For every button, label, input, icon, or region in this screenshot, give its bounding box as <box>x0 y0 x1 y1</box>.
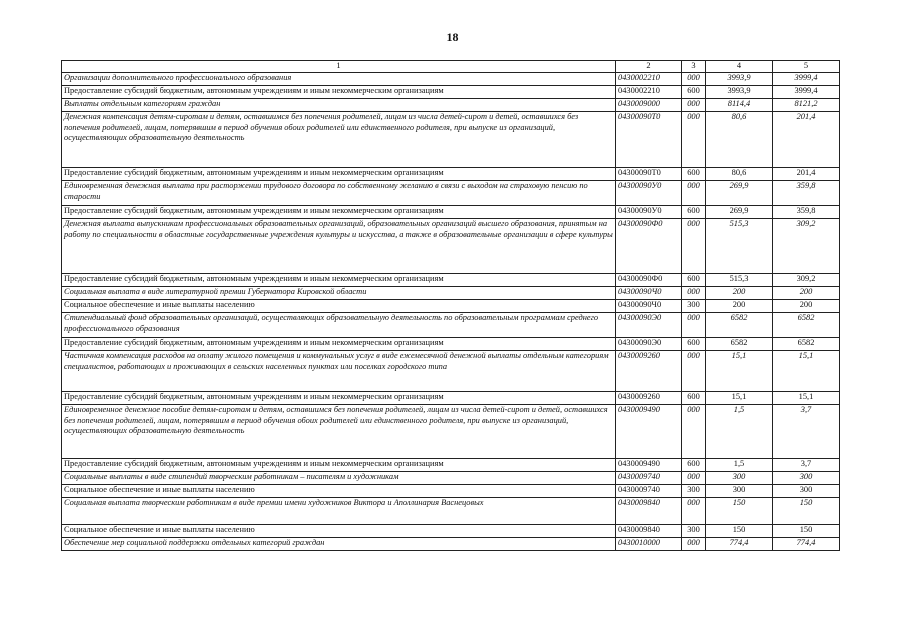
table-row <box>62 498 840 525</box>
row-expense-type: 600 <box>682 206 706 219</box>
row-expense-type: 600 <box>682 338 706 351</box>
row-description: Предоставление субсидий бюджетным, автономным учреждениям и иным некоммерческим организациям <box>62 274 616 287</box>
row-expense-type: 000 <box>682 112 706 168</box>
row-description: Организации дополнительного профессионального образования <box>62 73 616 86</box>
table-row <box>62 86 840 99</box>
column-header: 2 <box>616 61 682 73</box>
row-amount-1: 269,9 <box>706 206 773 219</box>
row-code: 0430009490 <box>616 459 682 472</box>
row-code: 0430009490 <box>616 405 682 459</box>
row-code: 04300090Т0 <box>616 168 682 181</box>
table-row <box>62 181 840 206</box>
row-description: Единовременная денежная выплата при расторжении трудового договора по собственному желанию в связи с выходом на страховую пенсию по старости <box>62 181 616 206</box>
table-row <box>62 392 840 405</box>
row-description: Социальное обеспечение и иные выплаты населению <box>62 525 616 538</box>
row-description: Частичная компенсация расходов на оплату жилого помещения и коммунальных услуг в виде ежемесячной денежной выплаты отдельным категориям специалистов, работающих и проживающих в сельских населенных пунктах или поселках городского типа <box>62 351 616 392</box>
table-row <box>62 168 840 181</box>
row-expense-type: 600 <box>682 274 706 287</box>
row-expense-type: 000 <box>682 181 706 206</box>
row-amount-2: 6582 <box>773 313 840 338</box>
row-amount-2: 309,2 <box>773 219 840 274</box>
column-header: 4 <box>706 61 773 73</box>
row-amount-1: 15,1 <box>706 351 773 392</box>
row-amount-1: 8114,4 <box>706 99 773 112</box>
table-row <box>62 459 840 472</box>
row-amount-1: 1,5 <box>706 405 773 459</box>
row-expense-type: 000 <box>682 538 706 551</box>
row-code: 04300090Ч0 <box>616 300 682 313</box>
row-amount-1: 150 <box>706 498 773 525</box>
row-expense-type: 000 <box>682 99 706 112</box>
page-number: 18 <box>446 30 459 44</box>
row-amount-2: 15,1 <box>773 351 840 392</box>
row-amount-1: 6582 <box>706 338 773 351</box>
row-expense-type: 000 <box>682 313 706 338</box>
row-code: 04300090Т0 <box>616 112 682 168</box>
row-description: Денежная компенсация детям-сиротам и детям, оставшимся без попечения родителей, лицам из числа детей-сирот и детей, оставшихся без попечения родителей, лицам, потерявшим в период обучения обоих родителей или единственного родителя, при выпуске из организаций, осуществляющих образовательную деятельность <box>62 112 616 168</box>
row-amount-2: 150 <box>773 525 840 538</box>
row-expense-type: 600 <box>682 459 706 472</box>
table-row <box>62 472 840 485</box>
row-expense-type: 600 <box>682 392 706 405</box>
row-amount-1: 6582 <box>706 313 773 338</box>
row-description: Социальная выплата в виде литературной премии Губернатора Кировской области <box>62 287 616 300</box>
row-code: 0430010000 <box>616 538 682 551</box>
row-amount-2: 3999,4 <box>773 73 840 86</box>
row-amount-2: 8121,2 <box>773 99 840 112</box>
row-amount-2: 359,8 <box>773 206 840 219</box>
row-code: 0430009000 <box>616 99 682 112</box>
row-amount-2: 3,7 <box>773 405 840 459</box>
row-amount-2: 201,4 <box>773 168 840 181</box>
row-amount-1: 515,3 <box>706 219 773 274</box>
row-description: Стипендиальный фонд образовательных организаций, осуществляющих образовательную деятельность по образовательным программам среднего профессионального образования <box>62 313 616 338</box>
row-description: Социальное обеспечение и иные выплаты населению <box>62 485 616 498</box>
row-expense-type: 600 <box>682 86 706 99</box>
row-expense-type: 000 <box>682 498 706 525</box>
budget-table <box>61 60 840 551</box>
row-expense-type: 000 <box>682 351 706 392</box>
row-code: 04300090У0 <box>616 181 682 206</box>
table-row <box>62 338 840 351</box>
table-row <box>62 73 840 86</box>
row-amount-1: 1,5 <box>706 459 773 472</box>
row-amount-1: 80,6 <box>706 168 773 181</box>
row-amount-2: 359,8 <box>773 181 840 206</box>
table-row <box>62 538 840 551</box>
row-expense-type: 000 <box>682 73 706 86</box>
row-description: Денежная выплата выпускникам профессиональных образовательных организаций, образовательных организаций высшего образования, принятым на работу по специальности в областные государственные учреждения культуры и искусства, а также в образовательные организации в сфере культуры <box>62 219 616 274</box>
row-expense-type: 000 <box>682 405 706 459</box>
table-row <box>62 405 840 459</box>
row-amount-2: 774,4 <box>773 538 840 551</box>
row-amount-1: 3993,9 <box>706 73 773 86</box>
row-amount-2: 3999,4 <box>773 86 840 99</box>
row-amount-2: 200 <box>773 300 840 313</box>
column-header: 3 <box>682 61 706 73</box>
row-code: 04300090Ч0 <box>616 287 682 300</box>
row-amount-2: 200 <box>773 287 840 300</box>
row-amount-2: 300 <box>773 472 840 485</box>
row-description: Предоставление субсидий бюджетным, автономным учреждениям и иным некоммерческим организациям <box>62 206 616 219</box>
table-header-row <box>62 61 840 73</box>
row-code: 0430009840 <box>616 525 682 538</box>
row-code: 04300090У0 <box>616 206 682 219</box>
row-amount-1: 300 <box>706 472 773 485</box>
row-amount-1: 269,9 <box>706 181 773 206</box>
row-amount-2: 15,1 <box>773 392 840 405</box>
row-description: Предоставление субсидий бюджетным, автономным учреждениям и иным некоммерческим организациям <box>62 168 616 181</box>
row-code: 0430002210 <box>616 86 682 99</box>
row-expense-type: 000 <box>682 472 706 485</box>
table-row <box>62 485 840 498</box>
table-row <box>62 112 840 168</box>
row-amount-2: 3,7 <box>773 459 840 472</box>
row-description: Социальные выплаты в виде стипендий творческим работникам – писателям и художникам <box>62 472 616 485</box>
row-amount-1: 80,6 <box>706 112 773 168</box>
row-amount-1: 15,1 <box>706 392 773 405</box>
row-code: 0430009260 <box>616 351 682 392</box>
row-description: Обеспечение мер социальной поддержки отдельных категорий граждан <box>62 538 616 551</box>
row-amount-2: 300 <box>773 485 840 498</box>
table-row <box>62 274 840 287</box>
row-amount-1: 200 <box>706 287 773 300</box>
row-code: 04300090Э0 <box>616 338 682 351</box>
table-row <box>62 351 840 392</box>
row-expense-type: 300 <box>682 485 706 498</box>
row-amount-1: 300 <box>706 485 773 498</box>
row-description: Социальное обеспечение и иные выплаты населению <box>62 300 616 313</box>
row-amount-1: 150 <box>706 525 773 538</box>
row-description: Единовременное денежное пособие детям-сиротам и детям, оставшимся без попечения родителей, лицам из числа детей-сирот и детей, оставшихся без попечения родителей, лицам, потерявшим в период обучения обоих родителей или единственного родителя, при выпуске из организаций, осуществляющих образовательную деятельность <box>62 405 616 459</box>
row-code: 04300090Ф0 <box>616 219 682 274</box>
table-row <box>62 300 840 313</box>
table-row <box>62 99 840 112</box>
row-amount-1: 200 <box>706 300 773 313</box>
row-description: Предоставление субсидий бюджетным, автономным учреждениям и иным некоммерческим организациям <box>62 392 616 405</box>
row-expense-type: 600 <box>682 168 706 181</box>
row-expense-type: 300 <box>682 300 706 313</box>
row-amount-2: 201,4 <box>773 112 840 168</box>
row-description: Социальная выплата творческим работникам в виде премии имени художников Виктора и Аполлинария Васнецовых <box>62 498 616 525</box>
row-expense-type: 300 <box>682 525 706 538</box>
table-row <box>62 206 840 219</box>
table-row <box>62 525 840 538</box>
row-code: 04300090Ф0 <box>616 274 682 287</box>
row-code: 0430009260 <box>616 392 682 405</box>
row-description: Предоставление субсидий бюджетным, автономным учреждениям и иным некоммерческим организациям <box>62 338 616 351</box>
row-amount-2: 309,2 <box>773 274 840 287</box>
row-expense-type: 000 <box>682 287 706 300</box>
row-amount-2: 150 <box>773 498 840 525</box>
row-code: 0430009840 <box>616 498 682 525</box>
row-expense-type: 000 <box>682 219 706 274</box>
row-code: 0430009740 <box>616 472 682 485</box>
column-header: 1 <box>62 61 616 73</box>
row-description: Предоставление субсидий бюджетным, автономным учреждениям и иным некоммерческим организациям <box>62 86 616 99</box>
row-code: 0430002210 <box>616 73 682 86</box>
row-description: Выплаты отдельным категориям граждан <box>62 99 616 112</box>
row-description: Предоставление субсидий бюджетным, автономным учреждениям и иным некоммерческим организациям <box>62 459 616 472</box>
row-code: 0430009740 <box>616 485 682 498</box>
row-code: 04300090Э0 <box>616 313 682 338</box>
table-row <box>62 219 840 274</box>
row-amount-1: 774,4 <box>706 538 773 551</box>
table-row <box>62 313 840 338</box>
row-amount-1: 3993,9 <box>706 86 773 99</box>
row-amount-2: 6582 <box>773 338 840 351</box>
column-header: 5 <box>773 61 840 73</box>
row-amount-1: 515,3 <box>706 274 773 287</box>
table-row <box>62 287 840 300</box>
